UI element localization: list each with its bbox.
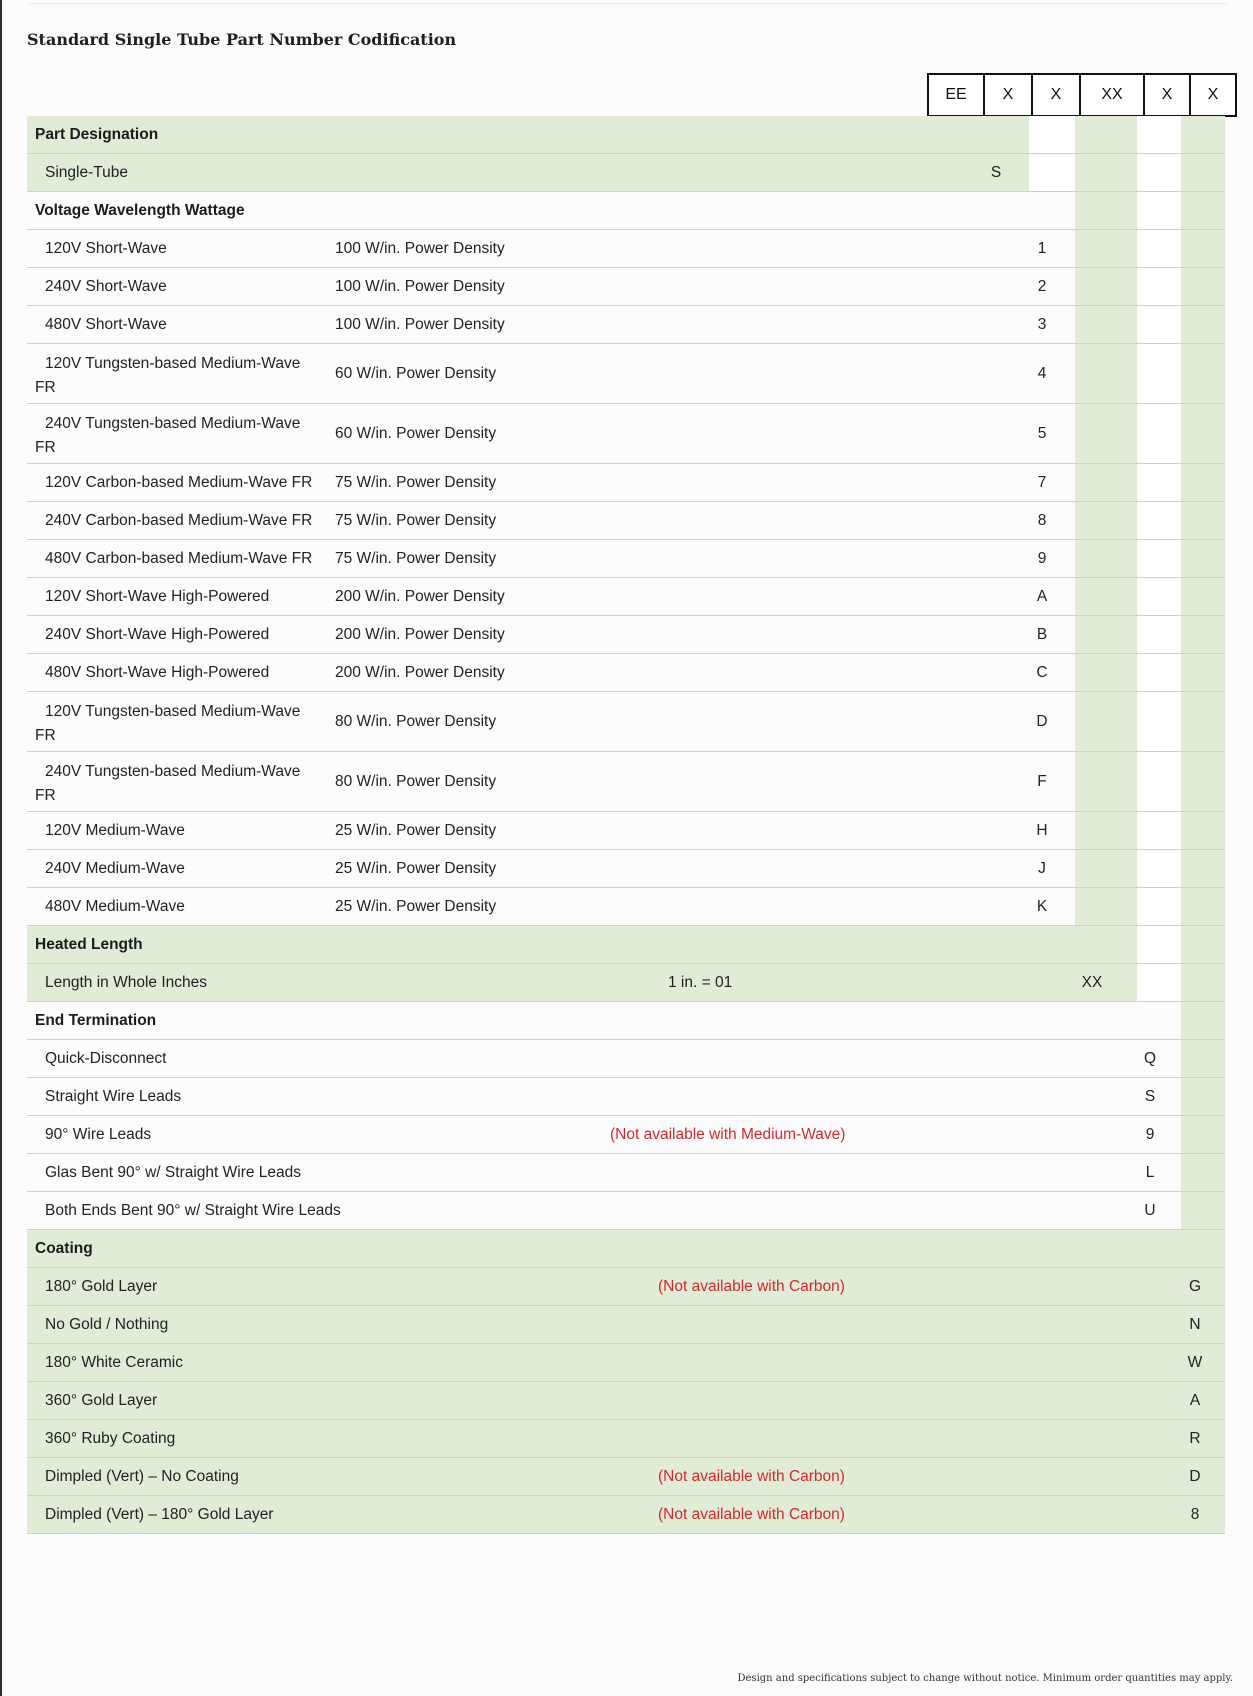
code-column-band [1181, 926, 1225, 963]
code-column-band [1075, 344, 1137, 403]
code-column-band [1181, 230, 1225, 267]
option-label: 180° White Ceramic [45, 1354, 183, 1371]
code-column-band [1181, 692, 1225, 751]
option-row [27, 578, 1225, 616]
section-heading: Coating [35, 1240, 93, 1257]
code-column-band [1137, 616, 1181, 653]
code-column-band [1075, 692, 1137, 751]
option-code: 8 [1037, 512, 1047, 529]
code-column-band [1181, 344, 1225, 403]
option-row [27, 1040, 1225, 1078]
code-column-band [1181, 1154, 1225, 1191]
option-label: 240V Short-Wave High-Powered [45, 626, 270, 643]
code-column-band [1075, 192, 1137, 229]
code-column-band [1137, 230, 1181, 267]
option-row [27, 654, 1225, 692]
code-column-band [1075, 654, 1137, 691]
code-column-band [1137, 812, 1181, 849]
option-row [27, 1496, 1225, 1534]
option-label: Both Ends Bent 90° w/ Straight Wire Leads [45, 1202, 341, 1219]
section-heading: Voltage Wavelength Wattage [35, 202, 245, 219]
option-label: 480V Short-Wave [45, 316, 167, 333]
code-column-band [1137, 502, 1181, 539]
option-code: B [1036, 626, 1048, 643]
code-column-band [1075, 502, 1137, 539]
code-column-band [1137, 116, 1181, 153]
header-code-box: X [1189, 73, 1237, 117]
option-label: 240V Carbon-based Medium-Wave FR [45, 512, 313, 529]
code-column-band [1181, 578, 1225, 615]
option-label: Quick-Disconnect [45, 1050, 167, 1067]
section-heading-row [27, 926, 1225, 964]
top-divider [29, 3, 1227, 4]
code-column-band [1075, 850, 1137, 887]
option-row [27, 154, 1225, 192]
code-column-band [1181, 540, 1225, 577]
option-label: 480V Short-Wave High-Powered [45, 664, 270, 681]
code-column-band [1075, 888, 1137, 925]
code-column-band [1181, 306, 1225, 343]
code-column-band [1075, 116, 1137, 153]
code-column-band [1137, 192, 1181, 229]
option-label: 120V Medium-Wave [45, 822, 185, 839]
code-column-band [1181, 154, 1225, 191]
option-code: H [1036, 822, 1048, 839]
code-column-band [1181, 654, 1225, 691]
section-heading: End Termination [35, 1012, 157, 1029]
code-column-band [1181, 964, 1225, 1001]
section-heading-row [27, 1002, 1225, 1040]
option-code: F [1037, 773, 1047, 790]
option-label: 240V Tungsten-based Medium-Wave FR [35, 763, 301, 804]
option-description: 75 W/in. Power Density [335, 550, 497, 567]
option-description: 75 W/in. Power Density [335, 512, 497, 529]
option-description: 80 W/in. Power Density [335, 713, 497, 730]
option-row [27, 1154, 1225, 1192]
code-column-band [1075, 578, 1137, 615]
header-code-box: X [1143, 73, 1191, 117]
code-column-band [1075, 752, 1137, 811]
code-column-band [1181, 850, 1225, 887]
option-code: U [1144, 1202, 1156, 1219]
option-label: 120V Short-Wave High-Powered [45, 588, 270, 605]
code-column-band [1137, 752, 1181, 811]
section-heading-row [27, 116, 1225, 154]
option-row [27, 752, 1225, 812]
option-label: 480V Carbon-based Medium-Wave FR [45, 550, 313, 567]
option-description: 200 W/in. Power Density [335, 626, 505, 643]
availability-note: (Not available with Carbon) [658, 1506, 845, 1523]
option-description: 100 W/in. Power Density [335, 316, 505, 333]
option-row [27, 1344, 1225, 1382]
option-code: S [1144, 1088, 1156, 1105]
code-column-band [1181, 752, 1225, 811]
code-column-band [1181, 1116, 1225, 1153]
option-row [27, 502, 1225, 540]
option-code: 9 [1145, 1126, 1155, 1143]
section-heading-row [27, 192, 1225, 230]
code-column-band [1181, 404, 1225, 463]
option-row [27, 344, 1225, 404]
option-row [27, 812, 1225, 850]
option-code: 3 [1037, 316, 1047, 333]
option-label: 480V Medium-Wave [45, 898, 185, 915]
code-column-band [1137, 306, 1181, 343]
option-code: 5 [1037, 425, 1047, 442]
code-column-band [1075, 306, 1137, 343]
code-column-band [1075, 812, 1137, 849]
option-code: L [1145, 1164, 1155, 1181]
code-column-band [1075, 616, 1137, 653]
availability-note: (Not available with Carbon) [658, 1278, 845, 1295]
availability-note: (Not available with Carbon) [658, 1468, 845, 1485]
option-label: 120V Carbon-based Medium-Wave FR [45, 474, 313, 491]
option-code: W [1187, 1354, 1203, 1371]
code-column-band [1181, 464, 1225, 501]
option-row [27, 964, 1225, 1002]
code-column-band [1029, 116, 1075, 153]
option-label: 360° Ruby Coating [45, 1430, 176, 1447]
option-description: 60 W/in. Power Density [335, 365, 497, 382]
option-label: Straight Wire Leads [45, 1088, 182, 1105]
option-row [27, 1306, 1225, 1344]
code-header-boxes [927, 73, 1237, 117]
option-label: 240V Short-Wave [45, 278, 167, 295]
option-row [27, 850, 1225, 888]
code-column-band [1137, 888, 1181, 925]
codification-table [27, 116, 1225, 1534]
code-column-band [1137, 964, 1181, 1001]
code-column-band [1181, 1040, 1225, 1077]
code-column-band [1181, 192, 1225, 229]
code-column-band [1137, 578, 1181, 615]
code-column-band [1075, 268, 1137, 305]
option-row [27, 1116, 1225, 1154]
code-column-band [1181, 616, 1225, 653]
code-column-band [1181, 1078, 1225, 1115]
code-column-band [1181, 812, 1225, 849]
header-code-box: XX [1079, 73, 1145, 117]
option-row [27, 306, 1225, 344]
option-row [27, 1192, 1225, 1230]
option-row [27, 692, 1225, 752]
option-code: D [1036, 713, 1048, 730]
code-column-band [1137, 850, 1181, 887]
option-label: 240V Medium-Wave [45, 860, 185, 877]
option-label: No Gold / Nothing [45, 1316, 169, 1333]
section-heading: Heated Length [35, 936, 143, 953]
option-row [27, 616, 1225, 654]
option-description: 100 W/in. Power Density [335, 278, 505, 295]
option-code: N [1189, 1316, 1201, 1333]
code-column-band [1075, 404, 1137, 463]
option-row [27, 1268, 1225, 1306]
option-description: 200 W/in. Power Density [335, 664, 505, 681]
code-column-band [1137, 692, 1181, 751]
option-code: J [1038, 860, 1046, 877]
footer-disclaimer: Design and specifications subject to change without notice. Minimum order quantities may apply. [737, 1673, 1233, 1684]
option-description: 200 W/in. Power Density [335, 588, 505, 605]
option-code: XX [1081, 974, 1103, 991]
code-column-band [1137, 404, 1181, 463]
option-label: 240V Tungsten-based Medium-Wave FR [35, 415, 301, 456]
option-description: 25 W/in. Power Density [335, 898, 497, 915]
option-code: A [1189, 1392, 1201, 1409]
option-description: 25 W/in. Power Density [335, 860, 497, 877]
option-row [27, 268, 1225, 306]
option-row [27, 1382, 1225, 1420]
option-row [27, 1420, 1225, 1458]
option-label: Glas Bent 90° w/ Straight Wire Leads [45, 1164, 302, 1181]
page-title: Standard Single Tube Part Number Codification [27, 30, 457, 49]
code-column-band [1075, 230, 1137, 267]
option-row [27, 1458, 1225, 1496]
option-code: K [1036, 898, 1048, 915]
code-column-band [1181, 888, 1225, 925]
option-label: Dimpled (Vert) – 180° Gold Layer [45, 1506, 274, 1523]
header-code-box: X [983, 73, 1033, 117]
option-code: 4 [1037, 365, 1047, 382]
option-description: 100 W/in. Power Density [335, 240, 505, 257]
availability-note: (Not available with Medium-Wave) [610, 1126, 846, 1143]
header-code-box: EE [927, 73, 985, 117]
option-code: A [1036, 588, 1048, 605]
option-label: Length in Whole Inches [45, 974, 207, 991]
option-description: 1 in. = 01 [668, 974, 733, 991]
code-column-band [1137, 268, 1181, 305]
option-label: 120V Tungsten-based Medium-Wave FR [35, 703, 301, 744]
code-column-band [1137, 540, 1181, 577]
option-code: 8 [1190, 1506, 1200, 1523]
option-label: Single-Tube [45, 164, 129, 181]
option-description: 80 W/in. Power Density [335, 773, 497, 790]
option-code: 7 [1037, 474, 1047, 491]
option-label: 120V Short-Wave [45, 240, 167, 257]
code-column-band [1075, 154, 1137, 191]
option-label: 360° Gold Layer [45, 1392, 158, 1409]
option-code: S [990, 164, 1002, 181]
header-code-box: X [1031, 73, 1081, 117]
option-row [27, 230, 1225, 268]
option-code: Q [1143, 1050, 1157, 1067]
option-label: 90° Wire Leads [45, 1126, 152, 1143]
option-row [27, 1078, 1225, 1116]
option-code: 1 [1037, 240, 1047, 257]
option-row [27, 540, 1225, 578]
option-code: R [1189, 1430, 1201, 1447]
code-column-band [1029, 154, 1075, 191]
option-description: 60 W/in. Power Density [335, 425, 497, 442]
code-column-band [1137, 344, 1181, 403]
section-heading-row [27, 1230, 1225, 1268]
option-code: 2 [1037, 278, 1047, 295]
option-row [27, 464, 1225, 502]
option-label: 120V Tungsten-based Medium-Wave FR [35, 355, 301, 396]
code-column-band [1181, 268, 1225, 305]
code-column-band [1137, 654, 1181, 691]
code-column-band [1181, 116, 1225, 153]
option-label: 180° Gold Layer [45, 1278, 158, 1295]
code-column-band [1137, 464, 1181, 501]
option-description: 25 W/in. Power Density [335, 822, 497, 839]
code-column-band [1181, 1192, 1225, 1229]
option-code: D [1189, 1468, 1201, 1485]
option-code: 9 [1037, 550, 1047, 567]
section-heading: Part Designation [35, 126, 159, 143]
option-row [27, 888, 1225, 926]
option-label: Dimpled (Vert) – No Coating [45, 1468, 239, 1485]
option-row [27, 404, 1225, 464]
code-column-band [1075, 540, 1137, 577]
option-code: G [1188, 1278, 1202, 1295]
code-column-band [1181, 502, 1225, 539]
code-column-band [1075, 464, 1137, 501]
code-column-band [1181, 1002, 1225, 1039]
code-column-band [1137, 154, 1181, 191]
option-description: 75 W/in. Power Density [335, 474, 497, 491]
option-code: C [1036, 664, 1048, 681]
code-column-band [1137, 926, 1181, 963]
